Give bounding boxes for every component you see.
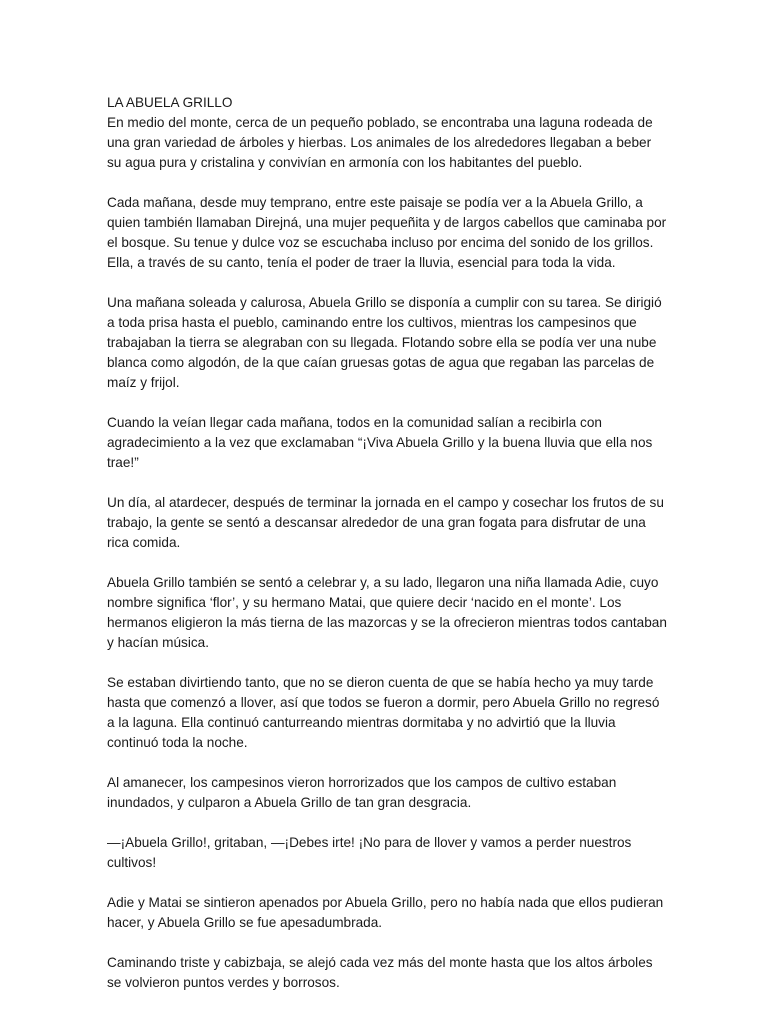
document-title: LA ABUELA GRILLO [107,95,233,110]
paragraph-3: Una mañana soleada y calurosa, Abuela Grillo se disponía a cumplir con su tarea. Se dirigió a toda prisa hasta el pueblo, caminando entre los cultivos, mientras los campesinos que trabajaban la tierra se alegraban con su llegada. Flotando sobre ella se podía ver una nube blanca como algodón, de la que caían gruesas gotas de agua que regaban las parcelas de maíz y frijol. [107,295,662,390]
paragraph-7: Se estaban divirtiendo tanto, que no se dieron cuenta de que se había hecho ya muy tarde hasta que comenzó a llover, así que todos se fueron a dormir, pero Abuela Grillo no regresó a la laguna. Ella continuó canturreando mientras dormitaba y no advirtió que la lluvia continuó toda la noche. [107,675,660,750]
paragraph-6: Abuela Grillo también se sentó a celebrar y, a su lado, llegaron una niña llamada Adie, cuyo nombre significa ‘flor’, y su hermano Matai, que quiere decir ‘nacido en el monte’. Los hermanos eligieron la más tierna de las mazorcas y se la ofrecieron mientras todos cantaban y hacían música. [107,575,667,650]
paragraph-8: Al amanecer, los campesinos vieron horrorizados que los campos de cultivo estaban inundados, y culparon a Abuela Grillo de tan gran desgracia. [107,775,617,810]
paragraph-11: Caminando triste y cabizbaja, se alejó cada vez más del monte hasta que los altos árboles se volvieron puntos verdes y borrosos. [107,955,653,990]
paragraph-10: Adie y Matai se sintieron apenados por Abuela Grillo, pero no había nada que ellos pudieran hacer, y Abuela Grillo se fue apesadumbrada. [107,895,664,930]
paragraph-4: Cuando la veían llegar cada mañana, todos en la comunidad salían a recibirla con agradecimiento a la vez que exclamaban “¡Viva Abuela Grillo y la buena lluvia que ella nos trae!” [107,415,653,470]
document-page [107,93,667,1013]
paragraph-1: En medio del monte, cerca de un pequeño poblado, se encontraba una laguna rodeada de una gran variedad de árboles y hierbas. Los animales de los alrededores llegaban a beber su agua pura y cristalina y convivían en armonía con los habitantes del pueblo. [107,115,653,170]
paragraph-9: —¡Abuela Grillo!, gritaban, —¡Debes irte! ¡No para de llover y vamos a perder nuestros cultivos! [107,835,632,870]
paragraph-5: Un día, al atardecer, después de terminar la jornada en el campo y cosechar los frutos de su trabajo, la gente se sentó a descansar alrededor de una gran fogata para disfrutar de una rica comida. [107,495,664,550]
paragraph-2: Cada mañana, desde muy temprano, entre este paisaje se podía ver a la Abuela Grillo, a quien también llamaban Direjná, una mujer pequeñita y de largos cabellos que caminaba por el bosque. Su tenue y dulce voz se escuchaba incluso por encima del sonido de los grillos. Ella, a través de su canto, tenía el poder de traer la lluvia, esencial para toda la vida. [107,195,667,270]
